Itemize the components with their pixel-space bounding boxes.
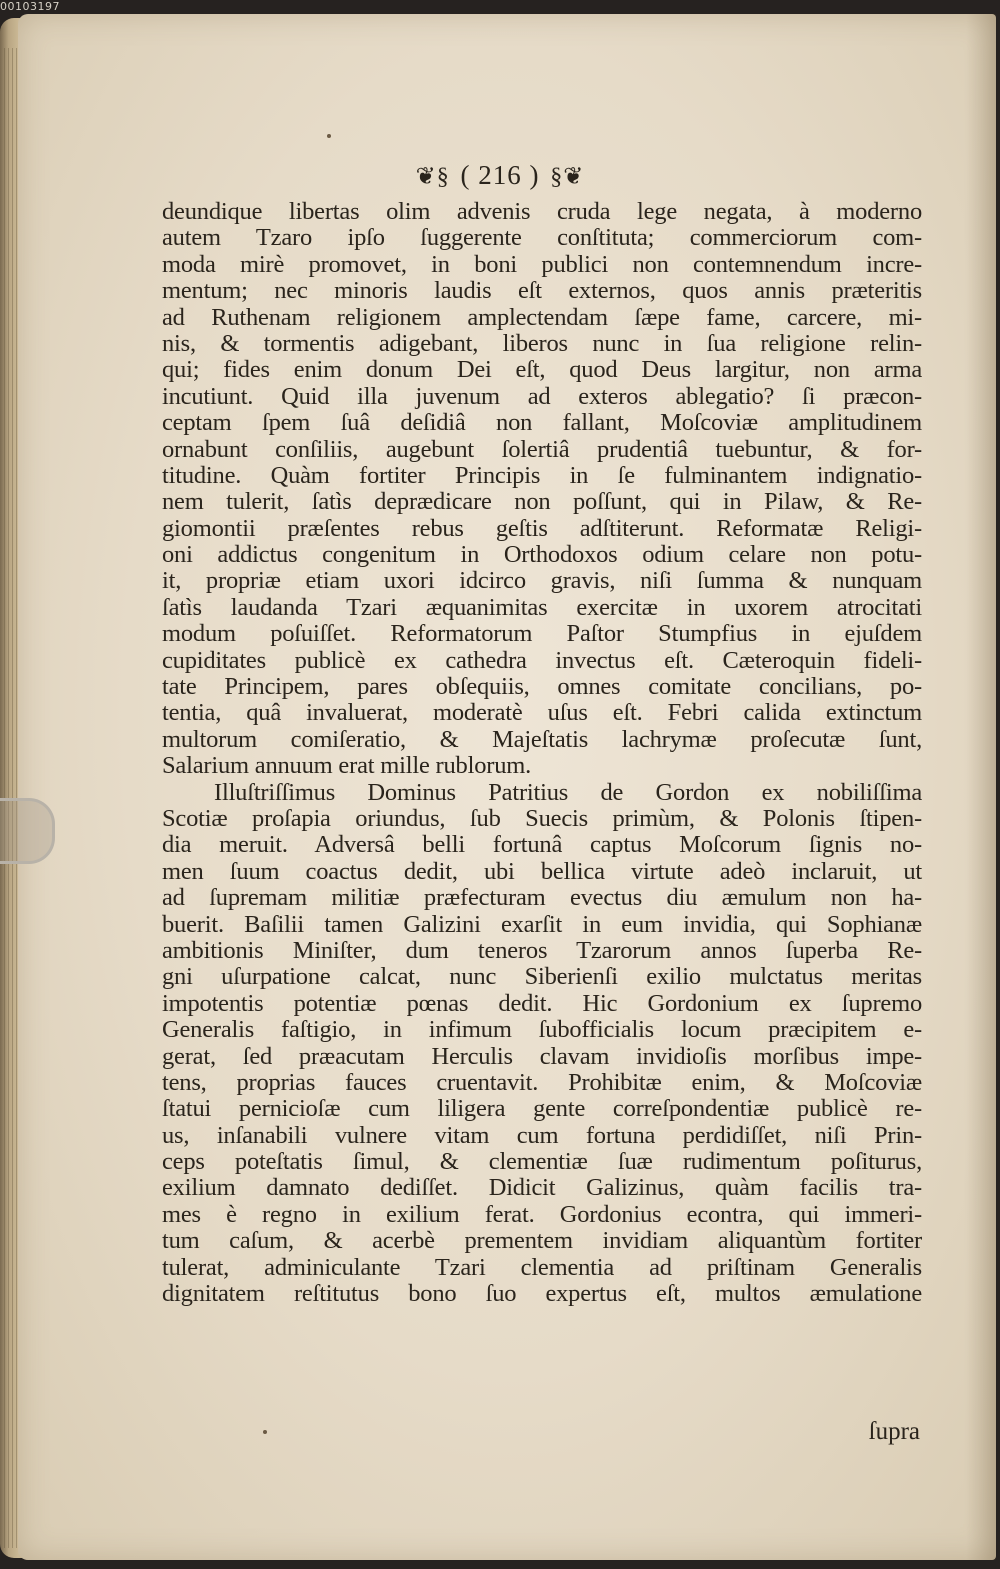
text-line: ſatìs laudanda Tzari æquanimitas exercitæ in uxorem atrocitati: [162, 593, 922, 621]
page-clip: [0, 798, 55, 864]
text-line: cupiditates publicè ex cathedra invectus eſt. Cæteroquin fideli-: [162, 646, 922, 674]
text-line: ambitionis Miniſter, dum teneros Tzarorum annos ſuperba Re-: [162, 936, 922, 964]
text-line: oni addictus congenitum in Orthodoxos odium celare non potu-: [162, 541, 922, 569]
page-number: ( 216 ): [460, 160, 540, 190]
text-line: tens, proprias fauces cruentavit. Prohibitæ enim, & Moſcoviæ: [162, 1068, 922, 1096]
left-ornament-icon: ❦§: [415, 164, 450, 190]
catchword: ſupra: [868, 1418, 920, 1445]
text-line: Scotiæ proſapia oriundus, ſub Suecis primùm, & Polonis ſtipen-: [162, 804, 922, 832]
scan-reference-number: 00103197: [0, 0, 60, 13]
text-line: moda mirè promovet, in boni publici non contemnendum incre-: [162, 250, 922, 278]
text-line: exilium damnato dediſſet. Didicit Galizinus, quàm facilis tra-: [162, 1174, 922, 1202]
text-line: ſtatui pernicioſæ cum liligera gente correſpondentiæ publicè re-: [162, 1095, 922, 1123]
text-line: dignitatem reſtitutus bono ſuo expertus eſt, multos æmulatione: [162, 1280, 922, 1308]
body-text: [162, 199, 922, 1307]
text-line: Generalis faſtigio, in infimum ſubofficialis locum præcipitem e-: [162, 1016, 922, 1044]
text-line: mes è regno in exilium ferat. Gordonius econtra, qui immeri-: [162, 1200, 922, 1228]
text-line: multorum comiſeratio, & Majeſtatis lachrymæ proſecutæ ſunt,: [162, 725, 922, 753]
text-line: us, inſanabili vulnere vitam cum fortuna perdidiſſet, niſi Prin-: [162, 1121, 922, 1149]
text-line: ceptam ſpem ſuâ deſidiâ non fallant, Moſcoviæ amplitudinem: [162, 409, 922, 437]
text-line: Salarium annuum erat mille rublorum.: [162, 752, 532, 780]
text-line: dia meruit. Adversâ belli fortunâ captus Moſcorum ſignis no-: [162, 831, 922, 859]
text-line: impotentis potentiæ pœnas dedit. Hic Gordonium ex ſupremo: [162, 989, 922, 1017]
page-header: [0, 160, 1000, 191]
text-line: ceps poteſtatis ſimul, & clementiæ ſuæ rudimentum poſiturus,: [162, 1148, 922, 1176]
text-line: buerit. Baſilii tamen Galizini exarſit in eum invidia, qui Sophianæ: [162, 910, 922, 938]
text-line: nis, & tormentis adigebant, liberos nunc in ſua religione relin-: [162, 329, 922, 357]
text-line: tate Principem, pares obſequiis, omnes comitate concilians, po-: [162, 673, 922, 701]
text-line: ad ſupremam militiæ præfecturam evectus diu æmulum non ha-: [162, 884, 922, 912]
text-line: nem tulerit, ſatìs deprædicare non poſſunt, qui in Pilaw, & Re-: [162, 488, 922, 516]
text-line: giomontii præſentes rebus geſtis adſtiterunt. Reformatæ Religi-: [162, 514, 922, 542]
text-line: modum poſuiſſet. Reformatorum Paſtor Stumpfius in ejuſdem: [162, 620, 922, 648]
text-line: qui; fides enim donum Dei eſt, quod Deus largitur, non arma: [162, 356, 922, 384]
text-line: tulerat, adminiculante Tzari clementia ad priſtinam Generalis: [162, 1253, 922, 1281]
text-line: men ſuum coactus dedit, ubi bellica virtute adeò inclaruit, ut: [162, 857, 922, 885]
text-line: mentum; nec minoris laudis eſt externos, quos annis præteritis: [162, 277, 922, 305]
ink-speck: [327, 134, 331, 138]
text-line: ornabunt conſiliis, augebunt ſolertiâ prudentiâ tuebuntur, & for-: [162, 435, 922, 463]
text-line: gerat, ſed præacutam Herculis clavam invidioſis morſibus impe-: [162, 1042, 922, 1070]
text-line: tum caſum, & acerbè prementem invidiam aliquantùm fortiter: [162, 1227, 922, 1255]
text-line: gni uſurpatione calcat, nunc Siberienſi exilio mulctatus meritas: [162, 963, 922, 991]
text-line: ad Ruthenam religionem amplectendam ſæpe fame, carcere, mi-: [162, 303, 922, 331]
text-line: deundique libertas olim advenis cruda lege negata, à moderno: [162, 198, 922, 225]
text-line: tentia, quâ invaluerat, moderatè uſus eſt. Febri calida extinctum: [162, 699, 922, 727]
text-line: titudine. Quàm fortiter Principis in ſe fulminantem indignatio-: [162, 461, 922, 489]
text-line: it, propriæ etiam uxori idcirco gravis, niſi ſumma & nunquam: [162, 567, 922, 595]
text-line: autem Tzaro ipſo ſuggerente conſtituta; commerciorum com-: [162, 224, 922, 252]
text-line: incutiunt. Quid illa juvenum ad exteros ablegatio? ſi præcon-: [162, 382, 922, 410]
right-ornament-icon: §❦: [550, 164, 585, 190]
ink-speck: [263, 1430, 267, 1434]
text-line: Illuſtriſſimus Dominus Patritius de Gordon ex nobiliſſima: [214, 778, 922, 806]
